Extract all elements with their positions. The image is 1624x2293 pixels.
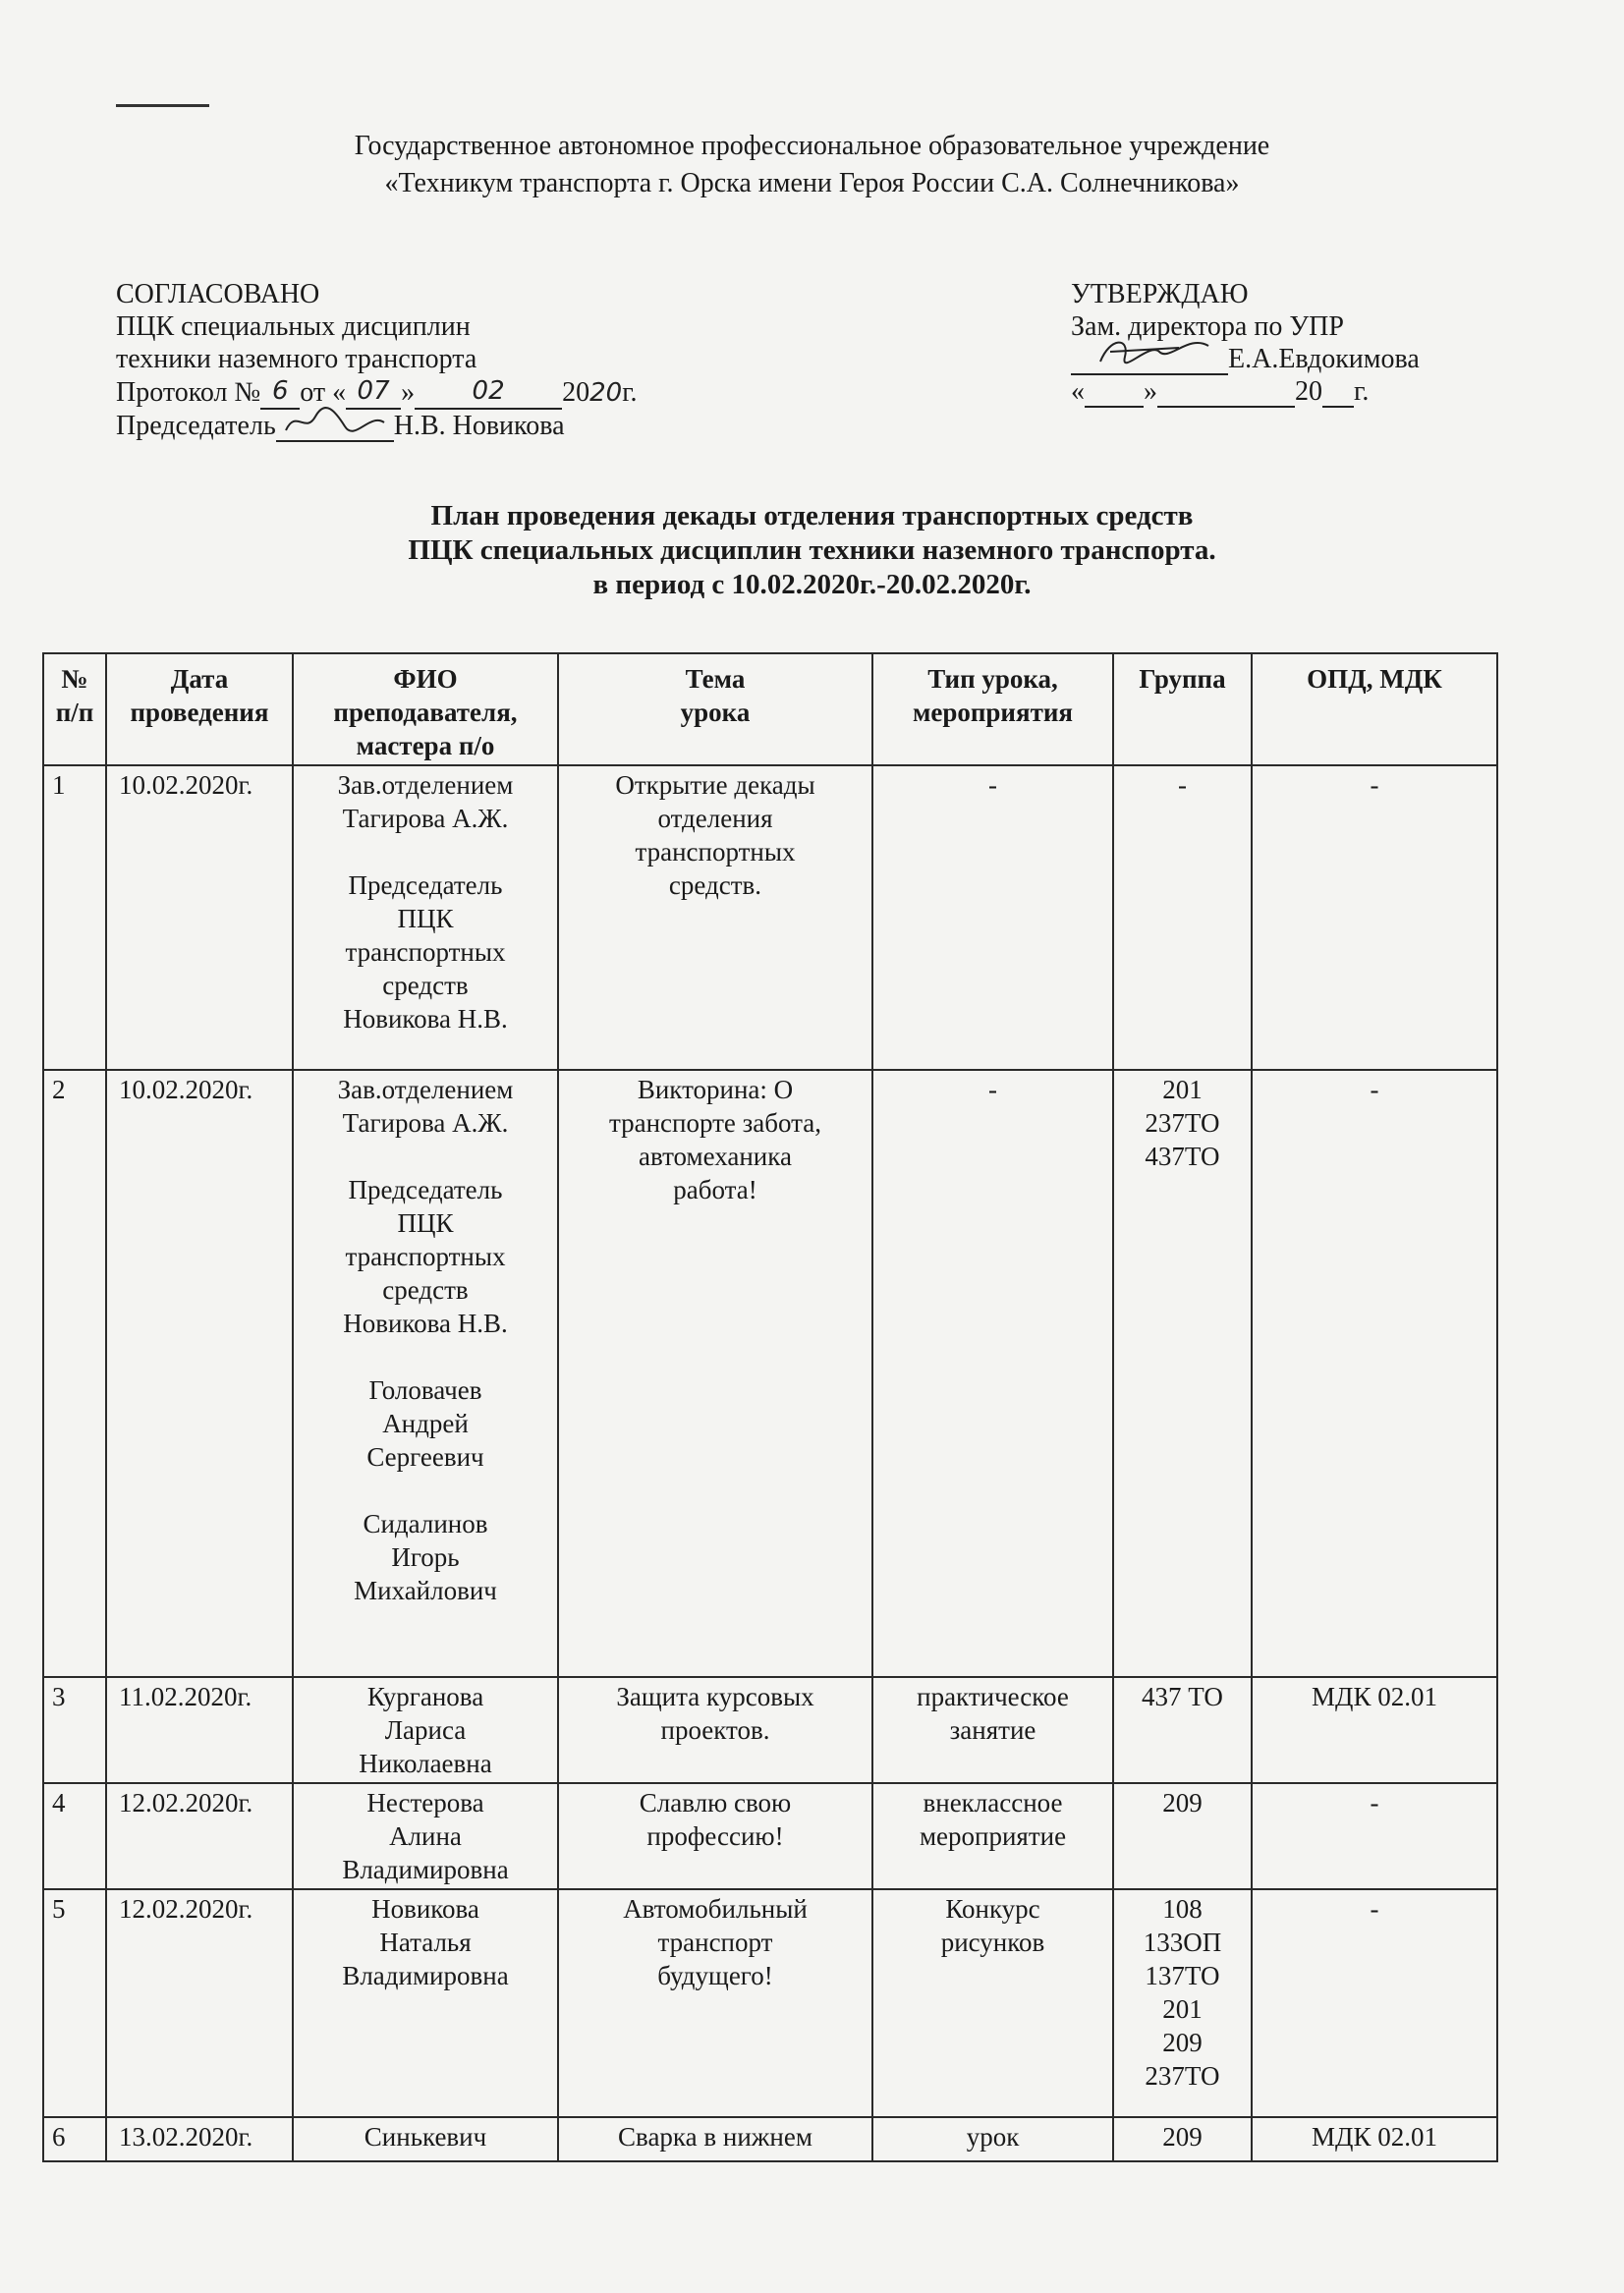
table-row xyxy=(43,1070,1497,1677)
cell-topic xyxy=(558,765,872,1070)
cell-topic-line: Викторина: О xyxy=(637,1075,794,1104)
cell-topic xyxy=(558,2117,872,2161)
cell-group-line: 209 xyxy=(1162,2122,1203,2152)
cell-fio-line xyxy=(298,835,553,868)
cell-fio-line: Владимировна xyxy=(342,1961,509,1990)
cell-type xyxy=(872,1070,1113,1677)
protocol-year-prefix: 20 xyxy=(562,377,590,408)
cell-group-line: 209 xyxy=(1162,1788,1203,1818)
cell-topic-line: Автомобильный xyxy=(623,1894,808,1924)
cell-type xyxy=(872,1677,1113,1783)
cell-opd-line: - xyxy=(1370,1788,1379,1818)
cell-group-line: 237ТО xyxy=(1145,1108,1220,1138)
plan-title-line-2: ПЦК специальных дисциплин техники наземного транспорта. xyxy=(408,534,1216,566)
cell-num: 4 xyxy=(43,1783,106,1889)
cell-topic-line: транспорт xyxy=(657,1928,773,1957)
cell-fio xyxy=(293,1677,558,1783)
cell-type-line: занятие xyxy=(949,1715,1036,1745)
approve-title: УТВЕРЖДАЮ xyxy=(1071,279,1249,309)
cell-date: 11.02.2020г. xyxy=(106,1677,293,1783)
cell-date: 12.02.2020г. xyxy=(106,1783,293,1889)
cell-topic-line: Сварка в нижнем xyxy=(618,2122,812,2152)
cell-type-line: мероприятие xyxy=(919,1821,1067,1851)
cell-fio-line: Андрей xyxy=(382,1409,469,1438)
cell-fio-line: транспортных xyxy=(345,937,506,967)
cell-group-line: 137ТО xyxy=(1145,1961,1220,1990)
chair-line xyxy=(116,410,638,442)
protocol-suffix: г. xyxy=(622,377,638,408)
protocol-prefix: Протокол № xyxy=(116,377,261,408)
institution-line-1: Государственное автономное профессиональное образовательное учреждение xyxy=(354,131,1270,161)
plan-title-line-3: в период с 10.02.2020г.-20.02.2020г. xyxy=(592,569,1032,600)
cell-fio-line xyxy=(298,1340,553,1373)
cell-fio xyxy=(293,1070,558,1677)
protocol-close: » xyxy=(401,377,416,408)
cell-topic xyxy=(558,1070,872,1677)
cell-group-line: 133ОП xyxy=(1143,1928,1222,1957)
cell-group-line: 201 xyxy=(1162,1075,1203,1104)
protocol-year: 20 xyxy=(589,378,623,408)
cell-fio xyxy=(293,1783,558,1889)
plan-table xyxy=(42,652,1498,2162)
cell-opd-line: - xyxy=(1370,770,1379,800)
cell-topic-line: профессию! xyxy=(646,1821,784,1851)
cell-fio-line: Новикова Н.В. xyxy=(343,1309,508,1338)
cell-fio-line: Алина xyxy=(389,1821,462,1851)
cell-fio-line: Зав.отделением xyxy=(337,1075,514,1104)
table-row xyxy=(43,1677,1497,1783)
cell-fio-line: Новикова xyxy=(371,1894,479,1924)
cell-opd xyxy=(1252,1783,1497,1889)
header-type: Тип урока, мероприятия xyxy=(872,653,1113,765)
cell-fio-line: средств xyxy=(382,1275,469,1305)
cell-group-line: 437 ТО xyxy=(1142,1682,1223,1711)
cell-fio-line: ПЦК xyxy=(397,1208,454,1238)
approve-year-suffix: г. xyxy=(1354,376,1370,407)
cell-topic-line: транспортных xyxy=(635,837,796,867)
cell-topic xyxy=(558,1889,872,2117)
chair-signature xyxy=(276,411,394,442)
cell-fio-line: Николаевна xyxy=(359,1749,492,1778)
header-fio: ФИО преподавателя, мастера п/о xyxy=(293,653,558,765)
signature-scribble-icon xyxy=(1071,332,1228,371)
cell-group-line: 437ТО xyxy=(1145,1142,1220,1171)
cell-group xyxy=(1113,2117,1252,2161)
approve-date-close: » xyxy=(1144,376,1157,407)
approve-month-blank xyxy=(1157,378,1295,408)
cell-type xyxy=(872,765,1113,1070)
cell-fio-line: ПЦК xyxy=(397,904,454,933)
cell-group xyxy=(1113,765,1252,1070)
cell-topic-line: транспорте забота, xyxy=(608,1108,822,1138)
cell-type-line: внеклассное xyxy=(923,1788,1063,1818)
header-opd: ОПД, МДК xyxy=(1252,653,1497,765)
cell-date: 13.02.2020г. xyxy=(106,2117,293,2161)
agreed-line-2: техники наземного транспорта xyxy=(116,344,477,374)
cell-fio-line: Владимировна xyxy=(342,1855,509,1884)
approve-line-1: Зам. директора по УПР xyxy=(1071,311,1344,342)
protocol-number: 6 xyxy=(260,375,300,410)
approve-block xyxy=(1071,278,1420,408)
cell-fio-line: Наталья xyxy=(379,1928,472,1957)
cell-opd-line: МДК 02.01 xyxy=(1312,2122,1437,2152)
table-body xyxy=(43,765,1497,2161)
cell-topic-line: Славлю свою xyxy=(639,1788,792,1818)
approve-date-line xyxy=(1071,375,1420,408)
chair-label: Председатель xyxy=(116,411,276,441)
header-date: Дата проведения xyxy=(106,653,293,765)
cell-fio xyxy=(293,1889,558,2117)
approve-day-blank xyxy=(1085,378,1144,408)
approve-name: Е.А.Евдокимова xyxy=(1228,344,1420,374)
cell-group-line: 108 xyxy=(1162,1894,1203,1924)
cell-fio-line: Игорь xyxy=(391,1542,460,1572)
cell-topic-line: работа! xyxy=(673,1175,757,1204)
cell-type-line: урок xyxy=(966,2122,1020,2152)
agreed-block xyxy=(116,278,638,442)
protocol-day: 07 xyxy=(346,375,401,410)
table-row xyxy=(43,1783,1497,1889)
cell-topic-line: проектов. xyxy=(660,1715,770,1745)
cell-type xyxy=(872,1783,1113,1889)
cell-fio xyxy=(293,2117,558,2161)
header-group: Группа xyxy=(1113,653,1252,765)
cell-fio-line: Председатель xyxy=(348,1175,503,1204)
cell-opd-line: - xyxy=(1370,1075,1379,1104)
cell-date: 10.02.2020г. xyxy=(106,765,293,1070)
cell-opd-line: МДК 02.01 xyxy=(1312,1682,1437,1711)
agreed-line-1: ПЦК специальных дисциплин xyxy=(116,311,471,342)
cell-type-line: рисунков xyxy=(940,1928,1045,1957)
cell-group xyxy=(1113,1783,1252,1889)
cell-topic xyxy=(558,1783,872,1889)
cell-group-line: 209 xyxy=(1162,2028,1203,2057)
institution-line-2: «Техникум транспорта г. Орска имени Героя России С.А. Солнечникова» xyxy=(384,168,1240,198)
table-row xyxy=(43,2117,1497,2161)
protocol-of: от « xyxy=(300,377,347,408)
cell-fio xyxy=(293,765,558,1070)
cell-opd-line: - xyxy=(1370,1894,1379,1924)
cell-opd xyxy=(1252,2117,1497,2161)
cell-fio-line: Сидалинов xyxy=(363,1509,488,1538)
cell-group xyxy=(1113,1070,1252,1677)
signature-scribble-icon xyxy=(276,405,394,438)
header-num: № п/п xyxy=(43,653,106,765)
header-topic: Тема урока xyxy=(558,653,872,765)
cell-topic-line: Открытие декады xyxy=(615,770,815,800)
cell-num: 6 xyxy=(43,2117,106,2161)
table-header-row xyxy=(43,653,1497,765)
approve-name-line xyxy=(1071,343,1420,375)
plan-title xyxy=(0,499,1624,602)
cell-num: 5 xyxy=(43,1889,106,2117)
cell-group-line: - xyxy=(1178,770,1187,800)
cell-fio-line: Синькевич xyxy=(364,2122,487,2152)
cell-fio-line: Сергеевич xyxy=(366,1442,484,1472)
cell-fio-line: Головачев xyxy=(368,1375,482,1405)
cell-opd xyxy=(1252,1889,1497,2117)
cell-fio-line xyxy=(298,1140,553,1173)
approve-year: 20 xyxy=(1295,376,1322,407)
cell-fio-line: Тагирова А.Ж. xyxy=(342,1108,509,1138)
cell-topic-line: отделения xyxy=(657,804,773,833)
cell-num: 2 xyxy=(43,1070,106,1677)
cell-topic-line: средств. xyxy=(668,870,762,900)
cell-fio-line: Курганова xyxy=(366,1682,484,1711)
plan-title-line-1: План проведения декады отделения транспортных средств xyxy=(430,500,1194,531)
cell-fio-line xyxy=(298,1474,553,1507)
cell-topic-line: Защита курсовых xyxy=(616,1682,814,1711)
cell-type-line: - xyxy=(988,1075,997,1104)
cell-opd xyxy=(1252,765,1497,1070)
cell-topic-line: автомеханика xyxy=(639,1142,792,1171)
cell-group xyxy=(1113,1889,1252,2117)
cell-group-line: 201 xyxy=(1162,1994,1203,2024)
cell-type xyxy=(872,2117,1113,2161)
cell-group-line: 237ТО xyxy=(1145,2061,1220,2091)
cell-num: 1 xyxy=(43,765,106,1070)
institution-header xyxy=(0,128,1624,202)
approve-date-open: « xyxy=(1071,376,1085,407)
cell-fio-line: Михайлович xyxy=(354,1576,497,1605)
cell-type-line: практическое xyxy=(917,1682,1069,1711)
table-row xyxy=(43,1889,1497,2117)
cell-date: 10.02.2020г. xyxy=(106,1070,293,1677)
cell-opd xyxy=(1252,1070,1497,1677)
cell-fio-line: Председатель xyxy=(348,870,503,900)
protocol-month: 02 xyxy=(415,375,562,410)
cell-fio-line: Лариса xyxy=(384,1715,467,1745)
cell-fio-line: транспортных xyxy=(345,1242,506,1271)
cell-type-line: Конкурс xyxy=(945,1894,1040,1924)
cell-fio-line: Новикова Н.В. xyxy=(343,1004,508,1034)
cell-topic-line: будущего! xyxy=(657,1961,773,1990)
cell-date: 12.02.2020г. xyxy=(106,1889,293,2117)
cell-num: 3 xyxy=(43,1677,106,1783)
cell-type xyxy=(872,1889,1113,2117)
cell-type-line: - xyxy=(988,770,997,800)
cell-opd xyxy=(1252,1677,1497,1783)
table-row xyxy=(43,765,1497,1070)
cell-fio-line: Зав.отделением xyxy=(337,770,514,800)
cell-fio-line: средств xyxy=(382,971,469,1000)
cell-topic xyxy=(558,1677,872,1783)
agreed-title: СОГЛАСОВАНО xyxy=(116,279,320,309)
cell-fio-line: Нестерова xyxy=(366,1788,484,1818)
chair-name: Н.В. Новикова xyxy=(393,411,565,441)
cell-group xyxy=(1113,1677,1252,1783)
corner-dash xyxy=(116,104,209,107)
approve-year-blank xyxy=(1322,378,1354,408)
approve-signature xyxy=(1071,344,1228,375)
cell-fio-line: Тагирова А.Ж. xyxy=(342,804,509,833)
